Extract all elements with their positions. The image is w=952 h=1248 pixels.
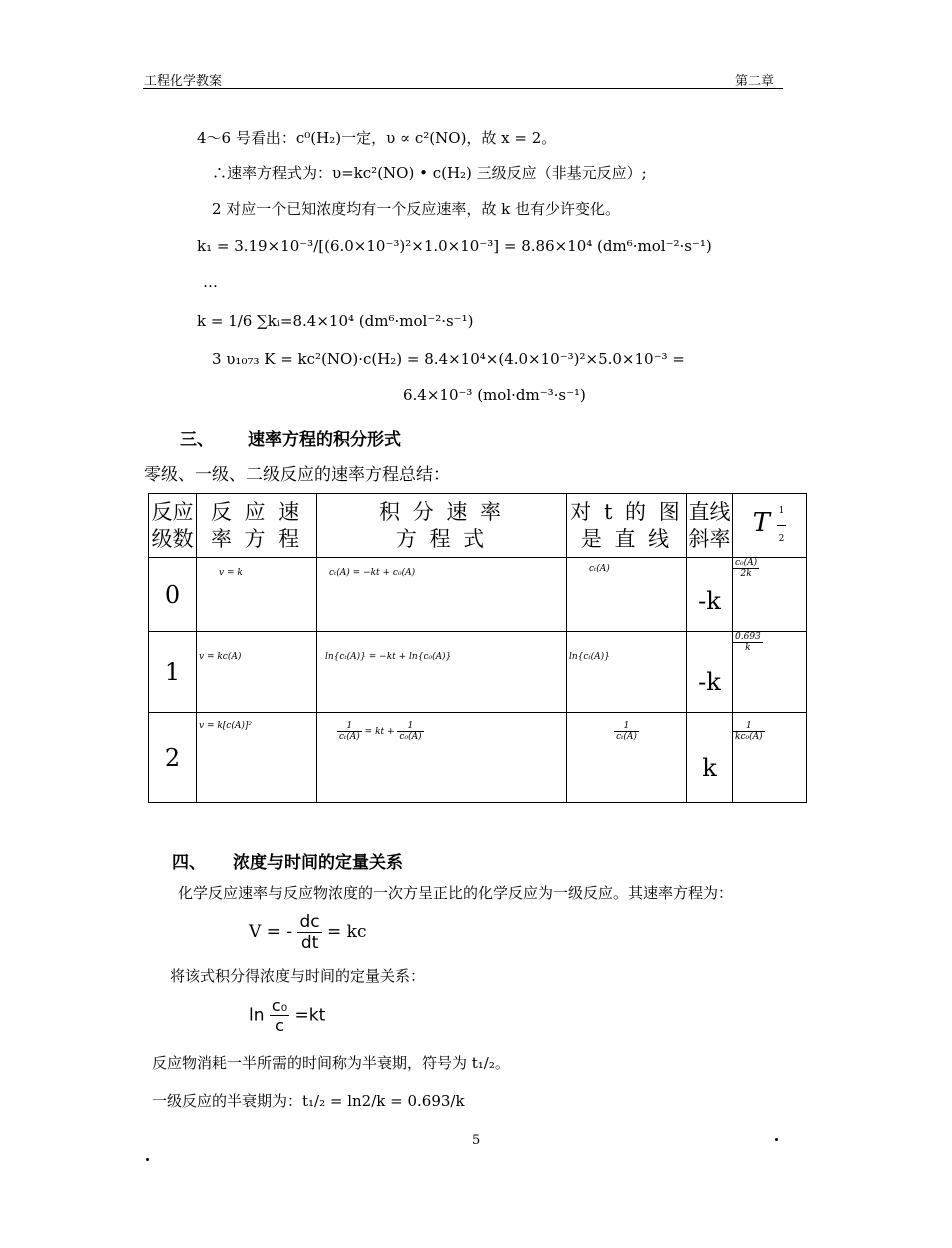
text-line-2: ∴速率方程式为：υ=kc²(NO) • c(H₂) 三级反应（非基元反应）; bbox=[212, 164, 647, 182]
row0-integral: cₜ(A) = −kt + c₀(A) bbox=[317, 558, 567, 632]
header-left: 工程化学教案 bbox=[144, 74, 223, 89]
section-3-number: 三、 bbox=[180, 430, 214, 450]
paragraph-1: 化学反应速率与反应物浓度的一次方呈正比的化学反应为一级反应。其速率方程为： bbox=[178, 884, 734, 902]
section-4-title: 浓度与时间的定量关系 bbox=[233, 853, 403, 873]
row0-order: 0 bbox=[149, 558, 197, 632]
section-4-number: 四、 bbox=[172, 853, 206, 873]
header-rate-line1: 反 应 速 bbox=[210, 499, 303, 524]
row0-linear: cₜ(A) bbox=[567, 558, 687, 632]
half-sub-den: 2 bbox=[778, 534, 785, 544]
header-integral bbox=[317, 494, 567, 558]
text-line-6: k = 1/6 ∑kᵢ=8.4×10⁴ (dm⁶·mol⁻²·s⁻¹) bbox=[197, 312, 474, 330]
header-integral-line1: 积 分 速 率 bbox=[378, 499, 505, 524]
eq2-lhs: ln bbox=[249, 1005, 265, 1026]
paragraph-4: 一级反应的半衰期为：t₁/₂ = ln2/k = 0.693/k bbox=[152, 1092, 465, 1110]
row0-half-life bbox=[733, 558, 807, 632]
header-rule bbox=[143, 88, 783, 89]
row1-half-life-fraction bbox=[733, 632, 763, 653]
header-right: 第二章 bbox=[735, 74, 775, 89]
half-sub-num: 1 bbox=[777, 498, 787, 526]
section-3-title: 速率方程的积分形式 bbox=[248, 430, 401, 450]
row0-rate: v = k bbox=[197, 558, 317, 632]
text-line-5: … bbox=[203, 273, 218, 291]
row2-integral-frac2 bbox=[397, 721, 423, 742]
row2-half-den: kc₀(A) bbox=[735, 732, 763, 742]
text-line-7: 3 υ₁₀₇₃ K = kc²(NO)·c(H₂) = 8.4×10⁴×(4.0×10⁻³)²×5.0×10⁻³ = bbox=[212, 350, 685, 368]
corner-dot-left bbox=[146, 1158, 149, 1161]
row1-half-num: 0.693 bbox=[735, 632, 761, 642]
row0-half-life-fraction bbox=[733, 558, 759, 579]
header-rate-line2: 率 方 程 bbox=[210, 526, 303, 551]
header-slope-line1: 直线 bbox=[688, 499, 731, 524]
table-row-1 bbox=[149, 632, 807, 713]
paragraph-3: 反应物消耗一半所需的时间称为半衰期，符号为 t₁/₂。 bbox=[152, 1054, 510, 1072]
row0-slope: -k bbox=[687, 558, 733, 632]
header-integral-line2: 方 程 式 bbox=[395, 526, 488, 551]
row2-half-life bbox=[733, 713, 807, 803]
header-rate bbox=[197, 494, 317, 558]
header-order bbox=[149, 494, 197, 558]
text-line-8: 6.4×10⁻³ (mol·dm⁻³·s⁻¹) bbox=[403, 386, 586, 404]
equation-1 bbox=[249, 912, 367, 953]
row2-linear-fraction bbox=[614, 721, 639, 742]
eq1-lhs: V = - bbox=[249, 922, 293, 942]
header-order-line2: 级数 bbox=[151, 526, 194, 551]
equation-2 bbox=[249, 996, 325, 1035]
text-line-1: 4～6 号看出：c⁰(H₂)一定，υ ∝ c²(NO)，故 x = 2。 bbox=[197, 129, 557, 147]
row1-slope: -k bbox=[687, 632, 733, 713]
row1-order: 1 bbox=[149, 632, 197, 713]
eq1-den: dt bbox=[300, 933, 319, 953]
eq1-rhs: = kc bbox=[327, 922, 367, 942]
row2-half-num: 1 bbox=[733, 721, 765, 732]
header-slope bbox=[687, 494, 733, 558]
header-linear-line2: 是 直 线 bbox=[580, 526, 673, 551]
row0-half-num: c₀(A) bbox=[735, 558, 758, 568]
row2-lin-den: cₜ(A) bbox=[616, 732, 637, 742]
eq2-fraction bbox=[270, 996, 289, 1035]
corner-dot-right bbox=[775, 1138, 778, 1141]
eq2-rhs: =kt bbox=[294, 1005, 326, 1026]
row1-rate: v = kc(A) bbox=[197, 632, 317, 713]
text-line-4: k₁ = 3.19×10⁻³/[(6.0×10⁻³)²×1.0×10⁻³] = 8.86×10⁴ (dm⁶·mol⁻²·s⁻¹) bbox=[197, 237, 712, 255]
header-linear bbox=[567, 494, 687, 558]
eq1-num: dc bbox=[299, 912, 320, 932]
row0-half-den: 2k bbox=[740, 569, 752, 579]
row2-int-num1: 1 bbox=[337, 721, 362, 732]
header-half-life bbox=[733, 494, 807, 558]
row2-lin-num: 1 bbox=[614, 721, 639, 732]
row2-int-mid: = kt + bbox=[364, 727, 395, 737]
row2-integral bbox=[317, 713, 567, 803]
row1-linear: ln{cₜ(A)} bbox=[567, 632, 687, 713]
row2-order: 2 bbox=[149, 713, 197, 803]
header-slope-line2: 斜率 bbox=[688, 526, 731, 551]
header-order-line1: 反应 bbox=[151, 499, 194, 524]
row2-int-num2: 1 bbox=[397, 721, 423, 732]
text-line-3: 2 对应一个已知浓度均有一个反应速率，故 k 也有少许变化。 bbox=[212, 200, 620, 218]
row2-rate: v = k[c(A)]² bbox=[197, 713, 317, 803]
row2-integral-frac1 bbox=[337, 721, 362, 742]
row2-slope: k bbox=[687, 713, 733, 803]
summary-text: 零级、一级、二级反应的速率方程总结： bbox=[144, 465, 450, 485]
page-number: 5 bbox=[472, 1133, 481, 1148]
row1-integral: ln{cₜ(A)} = −kt + ln{c₀(A)} bbox=[317, 632, 567, 713]
table-header-row bbox=[149, 494, 807, 558]
row2-int-den2: c₀(A) bbox=[399, 732, 422, 742]
header-half-life-symbol: T bbox=[752, 508, 770, 538]
row2-half-life-fraction bbox=[733, 721, 765, 742]
row2-linear bbox=[567, 713, 687, 803]
header-linear-line1: 对 t 的 图 bbox=[570, 499, 683, 524]
row1-half-den: k bbox=[745, 643, 751, 653]
header-half-life-fraction bbox=[777, 498, 787, 553]
paragraph-2: 将该式积分得浓度与时间的定量关系： bbox=[170, 967, 426, 985]
table-row-2 bbox=[149, 713, 807, 803]
rate-equation-table bbox=[148, 493, 807, 803]
table-row-0 bbox=[149, 558, 807, 632]
eq2-num: c₀ bbox=[271, 996, 288, 1015]
eq1-fraction bbox=[297, 912, 321, 953]
row1-half-life bbox=[733, 632, 807, 713]
eq2-den: c bbox=[275, 1016, 284, 1035]
row2-int-den1: cₜ(A) bbox=[339, 732, 360, 742]
